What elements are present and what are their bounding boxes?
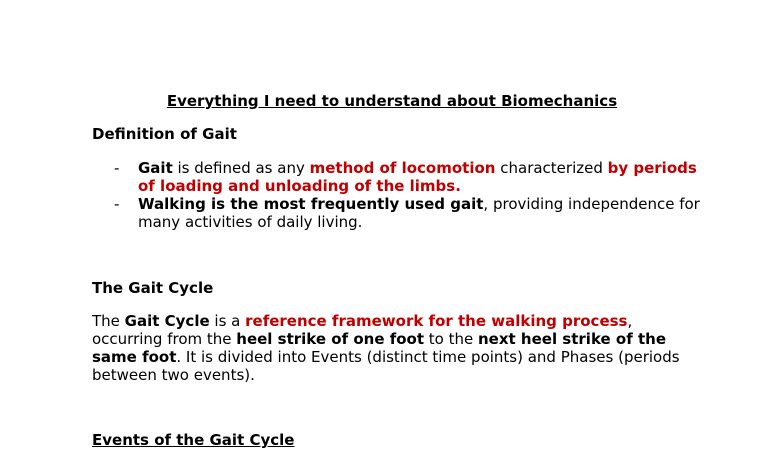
emphasis-reference-framework: reference framework for the walking process bbox=[245, 312, 628, 330]
emphasis-method-of-locomotion: method of locomotion bbox=[309, 159, 496, 177]
text-run: . It is divided into Events (distinct time points) and Phases (periods between two events). bbox=[92, 348, 680, 384]
term-next-heel-strike: next heel strike of the same foot bbox=[92, 330, 666, 366]
text-run: The bbox=[92, 312, 125, 330]
term-gait-cycle: Gait Cycle bbox=[124, 312, 210, 330]
bullet-marker: - bbox=[114, 195, 120, 213]
bullet-item-walking bbox=[92, 195, 702, 231]
term-heel-strike: heel strike of one foot bbox=[236, 330, 425, 348]
bullet-marker: - bbox=[114, 159, 120, 177]
text-run: is a bbox=[209, 312, 246, 330]
text-run: , occurring from the bbox=[92, 312, 633, 348]
section-heading-definition: Definition of Gait bbox=[92, 125, 237, 143]
term-gait: Gait bbox=[138, 159, 173, 177]
document-title: Everything I need to understand about Biomechanics bbox=[166, 92, 618, 110]
definition-bullet-list bbox=[92, 159, 702, 231]
text-run: characterized bbox=[495, 159, 608, 177]
text-run: is defined as any bbox=[172, 159, 310, 177]
section-heading-gait-cycle: The Gait Cycle bbox=[92, 279, 214, 297]
text-run: to the bbox=[424, 330, 478, 348]
section-heading-events: Events of the Gait Cycle bbox=[92, 431, 295, 449]
emphasis-loading-unloading: by periods of loading and unloading of the limbs. bbox=[138, 159, 697, 195]
bullet-item-gait-definition bbox=[92, 159, 702, 195]
text-run: , providing independence for many activities of daily living. bbox=[138, 195, 700, 231]
term-walking: Walking is the most frequently used gait bbox=[138, 195, 484, 213]
gait-cycle-paragraph bbox=[92, 312, 692, 384]
